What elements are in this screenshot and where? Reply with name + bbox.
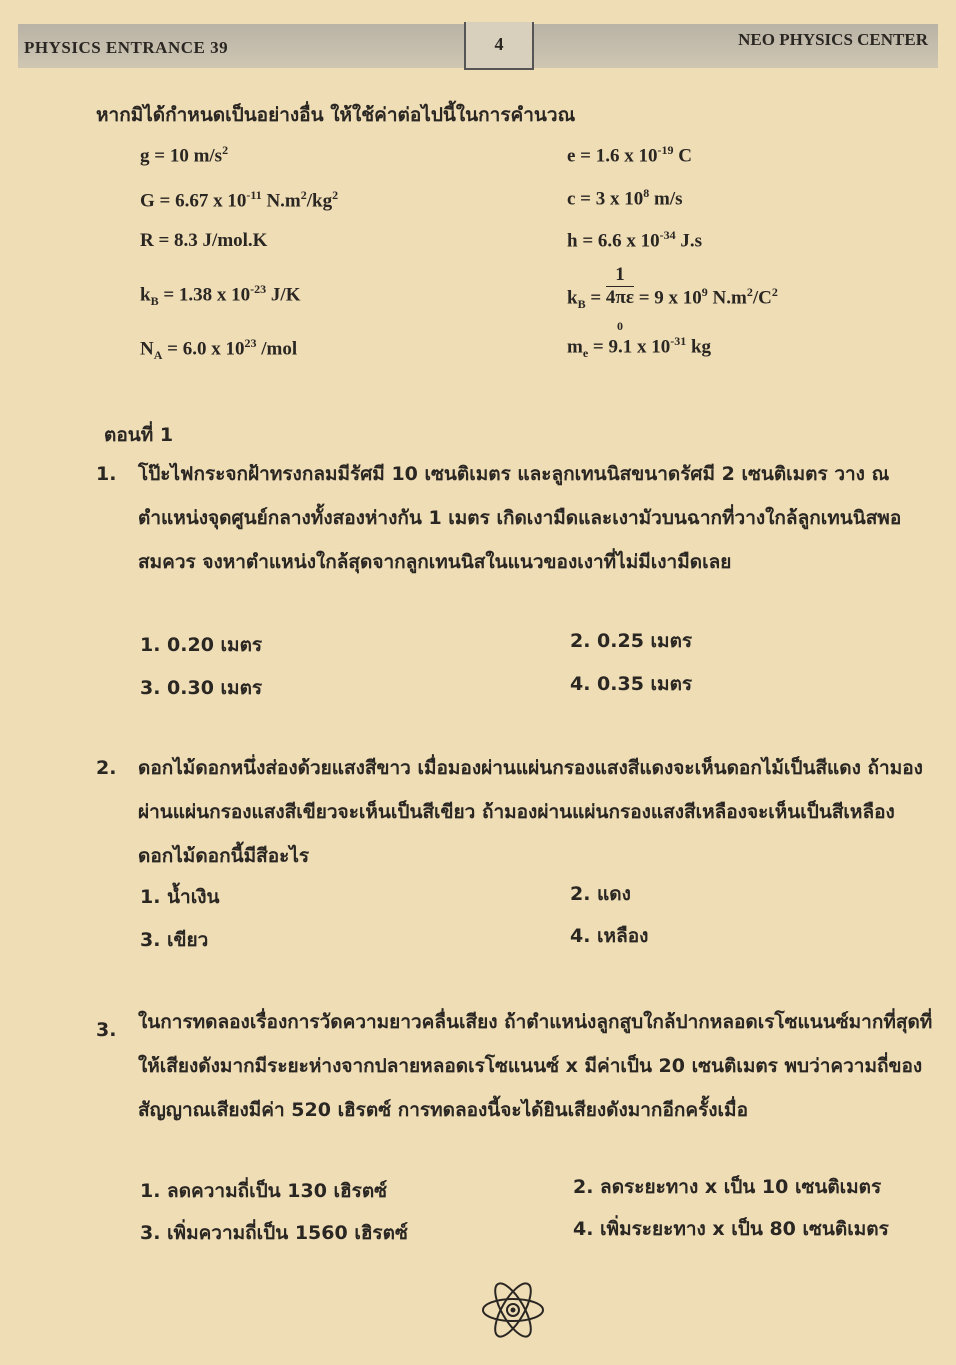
option[interactable]: 2. ลดระยะทาง x เป็น 10 เซนติเมตร bbox=[573, 1176, 882, 1198]
question-number: 1. bbox=[96, 463, 117, 485]
constants-intro: หากมิได้กำหนดเป็นอย่างอื่น ให้ใช้ค่าต่อไปนี้ในการคำนวณ bbox=[96, 104, 576, 126]
question-2 bbox=[96, 746, 946, 878]
const-g: g = 10 $m/s^2$ bbox=[140, 143, 229, 167]
section-title: ตอนที่ 1 bbox=[104, 424, 174, 446]
option[interactable]: 1. 0.20 เมตร bbox=[140, 634, 263, 656]
question-text: โป๊ะไฟกระจกฝ้าทรงกลมมีรัศมี 10 เซนติเมตร และลูกเทนนิสขนาดรัศมี 2 เซนติเมตร วาง ณ ตำแหน่งจุดศูนย์กลางทั้งสองห่างกัน 1 เมตร เกิดเงามืดและเงามัวบนฉากที่วางใกล้ลูกเทนนิสพอสมควร จงหาตำแหน่งใกล้สุดจากลูกเทนนิสในแนวของเงาที่ไม่มีเงามืดเลย bbox=[138, 463, 902, 573]
const-G: G = 6.67 x $10^{-11}$ $N.m^2/kg^2$ bbox=[140, 188, 339, 212]
option[interactable]: 4. เหลือง bbox=[570, 925, 649, 947]
const-c: c = 3 x $10^8$ m/s bbox=[567, 186, 683, 210]
const-h: h = 6.6 x $10^{-34}$ J.s bbox=[567, 228, 703, 252]
question-3 bbox=[96, 1000, 946, 1132]
option[interactable]: 4. 0.35 เมตร bbox=[570, 673, 693, 695]
option[interactable]: 3. 0.30 เมตร bbox=[140, 677, 263, 699]
option[interactable]: 2. 0.25 เมตร bbox=[570, 630, 693, 652]
question-number: 2. bbox=[96, 757, 117, 779]
const-me: $m_e = 9.1$ x $10^{-31}$ kg bbox=[567, 334, 712, 361]
question-1 bbox=[96, 452, 946, 584]
const-NA: $N_A = 6.0$ x $10^{23}$ /mol bbox=[140, 336, 298, 363]
page-number: 4 bbox=[464, 22, 534, 70]
atom-logo-icon bbox=[480, 1275, 546, 1345]
option[interactable]: 1. ลดความถี่เป็น 130 เฮิรตซ์ bbox=[140, 1180, 388, 1202]
question-text: ในการทดลองเรื่องการวัดความยาวคลื่นเสียง ถ้าตำแหน่งลูกสูบใกล้ปากหลอดเรโซแนนซ์มากที่สุดที่ให้เสียงดังมากมีระยะห่างจากปลายหลอดเรโซแนนซ์ x มีค่าเป็น 20 เซนติเมตร พบว่าความถี่ของสัญญาณเสียงมีค่า 520 เฮิรตซ์ การทดลองนี้จะได้ยินเสียงดังมากอีกครั้งเมื่อ bbox=[138, 1011, 933, 1121]
header-title: PHYSICS ENTRANCE 39 bbox=[24, 38, 229, 57]
coulomb-fraction: 1 4πε $_0$ bbox=[605, 264, 634, 333]
const-R: R = 8.3 J/mol.K bbox=[140, 230, 268, 251]
const-e: e = 1.6 x $10^{-19}$ C bbox=[567, 143, 692, 167]
option[interactable]: 3. เพิ่มความถี่เป็น 1560 เฮิรตซ์ bbox=[140, 1222, 408, 1244]
const-coulomb: $k_B$ = 1 4πε $_0$ = 9 x $10^9$ $N.m^2/C^2$ bbox=[567, 264, 778, 333]
option[interactable]: 4. เพิ่มระยะทาง x เป็น 80 เซนติเมตร bbox=[573, 1218, 889, 1240]
header-publisher: NEO PHYSICS CENTER bbox=[738, 30, 928, 49]
question-number: 3. bbox=[96, 1019, 117, 1041]
option[interactable]: 1. น้ำเงิน bbox=[140, 886, 220, 908]
option[interactable]: 3. เขียว bbox=[140, 929, 209, 951]
const-kB: $k_B = 1.38$ x $10^{-23}$ J/K bbox=[140, 282, 301, 309]
option[interactable]: 2. แดง bbox=[570, 883, 631, 905]
question-text: ดอกไม้ดอกหนึ่งส่องด้วยแสงสีขาว เมื่อมองผ่านแผ่นกรองแสงสีแดงจะเห็นดอกไม้เป็นสีแดง ถ้ามองผ่านแผ่นกรองแสงสีเขียวจะเห็นเป็นสีเขียว ถ้ามองผ่านแผ่นกรองแสงสีเหลืองจะเห็นเป็นสีเหลือง ดอกไม้ดอกนี้มีสีอะไร bbox=[138, 757, 923, 867]
page-header bbox=[18, 24, 938, 68]
